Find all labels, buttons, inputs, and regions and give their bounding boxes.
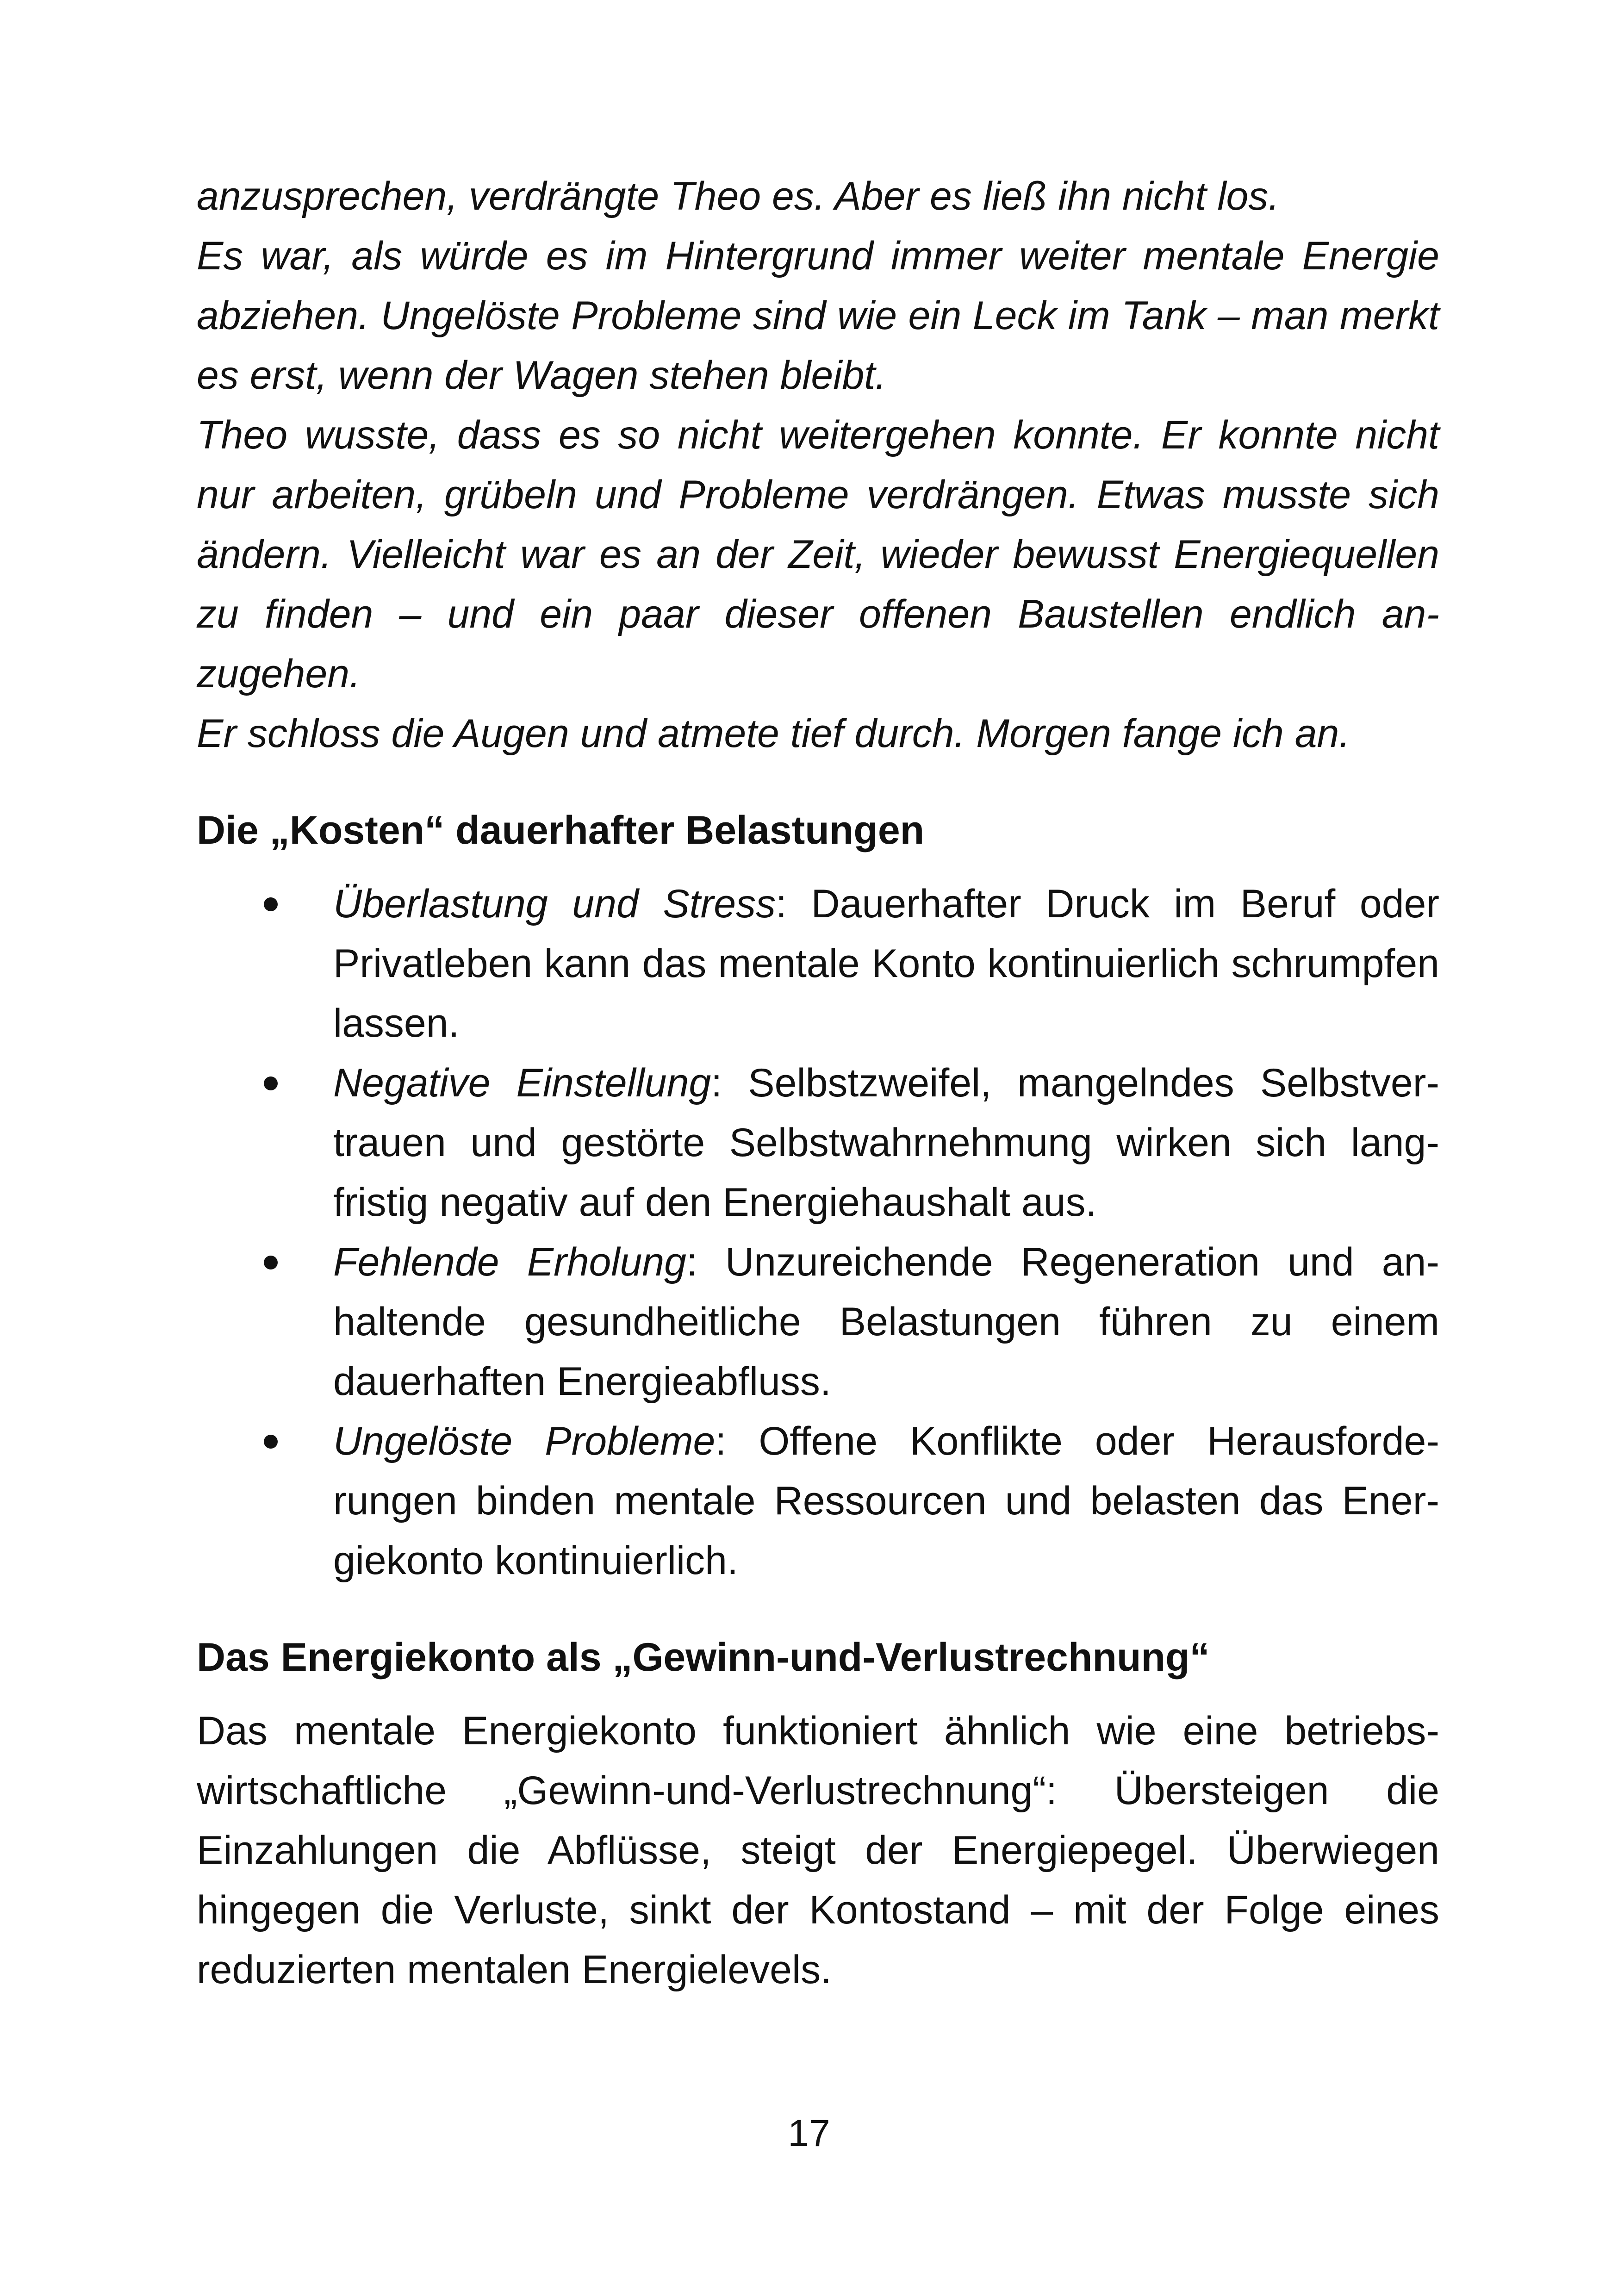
story-paragraph: Theo wusste, dass es so nicht weitergehen konnte. Er konnte nicht nur arbeiten, grübeln und Probleme verdrängen. Etwas musste sich ändern. Vielleicht war es an der Zeit, wieder bewusst Energiequellen zu finden – und ein paar dieser offenen Baustellen endlich anzugehen. [197,413,1439,696]
section-heading-costs: Die „Kosten“ dauerhafter Belastungen [197,808,925,852]
story-paragraph: Er schloss die Augen und atmete tief durch. Morgen fange ich an. [197,711,1350,756]
section-heading-account: Das Energiekonto als „Gewinn-und-Verlustrechnung“ [197,1635,1210,1680]
list-item [197,1412,1439,1591]
page-number: 17 [788,2112,830,2154]
page-body [197,167,1439,2000]
spacer [197,1687,1439,1701]
bullet-icon [264,1256,278,1269]
list-item [197,1053,1439,1232]
list-item-text: : Offene Konflikte oder Herausforderungen binden mentale Ressourcen und belasten das Energiekonto kontinuierlich. [333,1419,1439,1583]
list-item-text: : Unzureichende Regeneration und anhaltende gesundheitliche Belastungen führen zu einem dauerhaften Energieabfluss. [333,1240,1439,1404]
list-item-text: : Dauerhafter Druck im Beruf oder Privatleben kann das mentale Konto kontinuierlich schrumpfen lassen. [333,882,1440,1045]
list-item-term: Ungelöste Probleme [333,1419,716,1463]
list-item-text: : Selbstzweifel, mangelndes Selbstvertrauen und gestörte Selbstwahrnehmung wirken sich langfristig negativ auf den Energiehaushalt aus. [333,1061,1439,1225]
list-item [197,1232,1439,1412]
story-paragraph: anzusprechen, verdrängte Theo es. Aber es ließ ihn nicht los. [197,174,1280,218]
spacer [197,764,1439,801]
bullet-icon [264,897,278,911]
costs-list [197,874,1439,1591]
body-paragraph: Das mentale Energiekonto funktioniert ähnlich wie eine betriebswirtschaftliche „Gewinn-und-Verlustrechnung“: Übersteigen die Einzahlungen die Abflüsse, steigt der Energiepegel. Überwiegen hingegen die Verluste, sinkt der Kontostand – mit der Folge eines reduzierten mentalen Energielevels. [197,1709,1439,1992]
list-item-term: Überlastung und Stress [333,882,776,926]
bullet-icon [264,1076,278,1090]
spacer [197,860,1439,874]
list-item-term: Negative Einstellung [333,1061,711,1105]
list-item-term: Fehlende Erholung [333,1240,686,1284]
bullet-icon [264,1435,278,1449]
spacer [197,1591,1439,1628]
story-excerpt [197,167,1439,764]
list-item [197,874,1439,1053]
story-paragraph: Es war, als würde es im Hintergrund immer weiter mentale Energie abziehen. Ungelöste Probleme sind wie ein Leck im Tank – man merkt es erst, wenn der Wagen stehen bleibt. [197,234,1439,398]
